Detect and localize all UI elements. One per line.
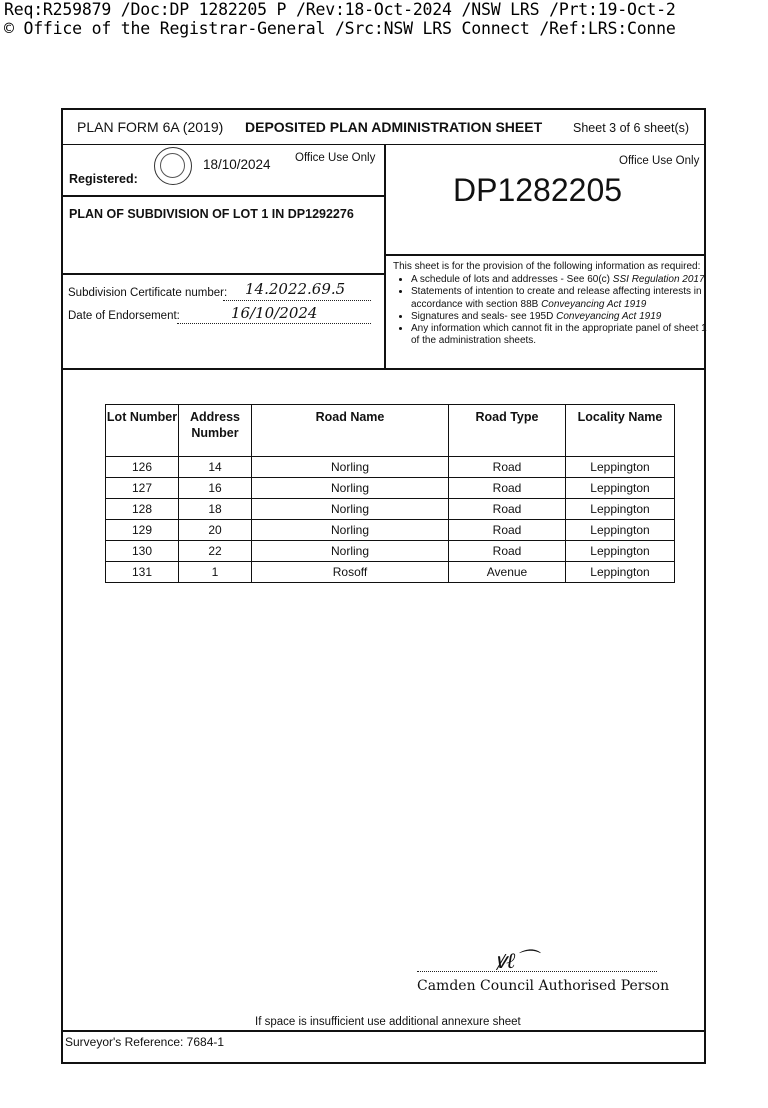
authorised-signature: ꝟℓ⌒ — [495, 949, 538, 974]
road-type-cell: Road — [449, 520, 566, 541]
plan-form-label: PLAN FORM 6A (2019) — [77, 119, 224, 135]
address-number-cell: 14 — [179, 457, 252, 478]
table-row — [106, 541, 675, 562]
sheet-title: DEPOSITED PLAN ADMINISTRATION SHEET — [245, 119, 543, 135]
surveyor-reference: Surveyor's Reference: 7684-1 — [65, 1035, 225, 1049]
col-road-name: Road Name — [252, 405, 449, 457]
panel-divider — [384, 144, 386, 369]
annexure-note: If space is insufficient use additional annexure sheet — [255, 1016, 521, 1028]
road-type-cell: Road — [449, 499, 566, 520]
office-use-right: Office Use Only — [619, 155, 700, 167]
col-locality-name: Locality Name — [566, 405, 675, 457]
endorsement-value: 16/10/2024 — [231, 304, 318, 322]
requirements-intro: This sheet is for the provision of the following information as required: — [393, 261, 701, 272]
road-name-cell: Norling — [252, 541, 449, 562]
endorsement-dotted-line — [177, 323, 371, 324]
table-row — [106, 499, 675, 520]
requirement-item: • Statements of intention to create and release affecting interests in accordance with section 88B Conveyancing Act 1919 — [411, 286, 716, 311]
locality-name-cell: Leppington — [566, 562, 675, 583]
subdivision-cert-dotted-line — [223, 300, 371, 301]
table-row — [106, 520, 675, 541]
locality-name-cell: Leppington — [566, 520, 675, 541]
table-row — [106, 457, 675, 478]
road-type-cell: Road — [449, 541, 566, 562]
address-number-cell: 20 — [179, 520, 252, 541]
lot-number-cell: 129 — [106, 520, 179, 541]
form-title-bar — [63, 110, 704, 145]
road-name-cell: Norling — [252, 457, 449, 478]
lot-number-cell: 127 — [106, 478, 179, 499]
subdivision-cert-value: 14.2022.69.5 — [245, 280, 346, 298]
lot-address-schedule-table — [105, 404, 675, 583]
col-address-number: Address Number — [179, 405, 252, 457]
document-request-header: Req:R259879 /Doc:DP 1282205 P /Rev:18-Oct-2024 /NSW LRS /Prt:19-Oct-2 — [4, 0, 676, 19]
lot-number-cell: 128 — [106, 499, 179, 520]
footer-line — [63, 1030, 704, 1032]
seal-crest-icon — [160, 153, 185, 178]
address-number-cell: 18 — [179, 499, 252, 520]
administration-sheet-form — [61, 108, 706, 1064]
registered-label: Registered: — [69, 172, 138, 186]
road-name-cell: Norling — [252, 478, 449, 499]
col-road-type: Road Type — [449, 405, 566, 457]
locality-name-cell: Leppington — [566, 541, 675, 562]
table-header-row — [106, 405, 675, 457]
address-number-cell: 16 — [179, 478, 252, 499]
signature-dotted-line — [417, 971, 657, 972]
signature-caption: Camden Council Authorised Person — [417, 978, 670, 994]
road-name-cell: Norling — [252, 520, 449, 541]
road-type-cell: Road — [449, 457, 566, 478]
subdivision-cert-label: Subdivision Certificate number: — [68, 287, 228, 299]
address-number-cell: 1 — [179, 562, 252, 583]
requirements-list — [393, 274, 716, 348]
dp-number: DP1282205 — [453, 172, 623, 208]
lot-number-cell: 126 — [106, 457, 179, 478]
header-section-bottom-line — [63, 368, 704, 370]
plan-title-panel-bottom-line — [63, 273, 385, 275]
registered-date: 18/10/2024 — [203, 157, 271, 172]
locality-name-cell: Leppington — [566, 478, 675, 499]
office-use-left: Office Use Only — [295, 152, 376, 164]
requirement-item: • A schedule of lots and addresses - See 60(c) SSI Regulation 2017 — [411, 274, 716, 286]
address-number-cell: 22 — [179, 541, 252, 562]
road-type-cell: Road — [449, 478, 566, 499]
requirement-item: • Signatures and seals- see 195D Conveyancing Act 1919 — [411, 311, 716, 323]
lot-number-cell: 131 — [106, 562, 179, 583]
table-row — [106, 478, 675, 499]
copyright-header: © Office of the Registrar-General /Src:NSW LRS Connect /Ref:LRS:Conne — [4, 19, 676, 38]
sheet-count: Sheet 3 of 6 sheet(s) — [573, 121, 690, 135]
road-type-cell: Avenue — [449, 562, 566, 583]
road-name-cell: Rosoff — [252, 562, 449, 583]
table-body — [106, 457, 675, 583]
dp-panel-bottom-line — [384, 254, 704, 256]
locality-name-cell: Leppington — [566, 457, 675, 478]
table-row — [106, 562, 675, 583]
road-name-cell: Norling — [252, 499, 449, 520]
registrar-general-seal — [154, 147, 192, 185]
lot-number-cell: 130 — [106, 541, 179, 562]
requirement-item: • Any information which cannot fit in the appropriate panel of sheet 1 of the administration sheets. — [411, 323, 716, 348]
locality-name-cell: Leppington — [566, 499, 675, 520]
endorsement-label: Date of Endorsement: — [68, 310, 180, 322]
plan-title: PLAN OF SUBDIVISION OF LOT 1 IN DP1292276 — [69, 207, 354, 221]
col-lot-number: Lot Number — [106, 405, 179, 457]
registered-panel-bottom-line — [63, 195, 385, 197]
